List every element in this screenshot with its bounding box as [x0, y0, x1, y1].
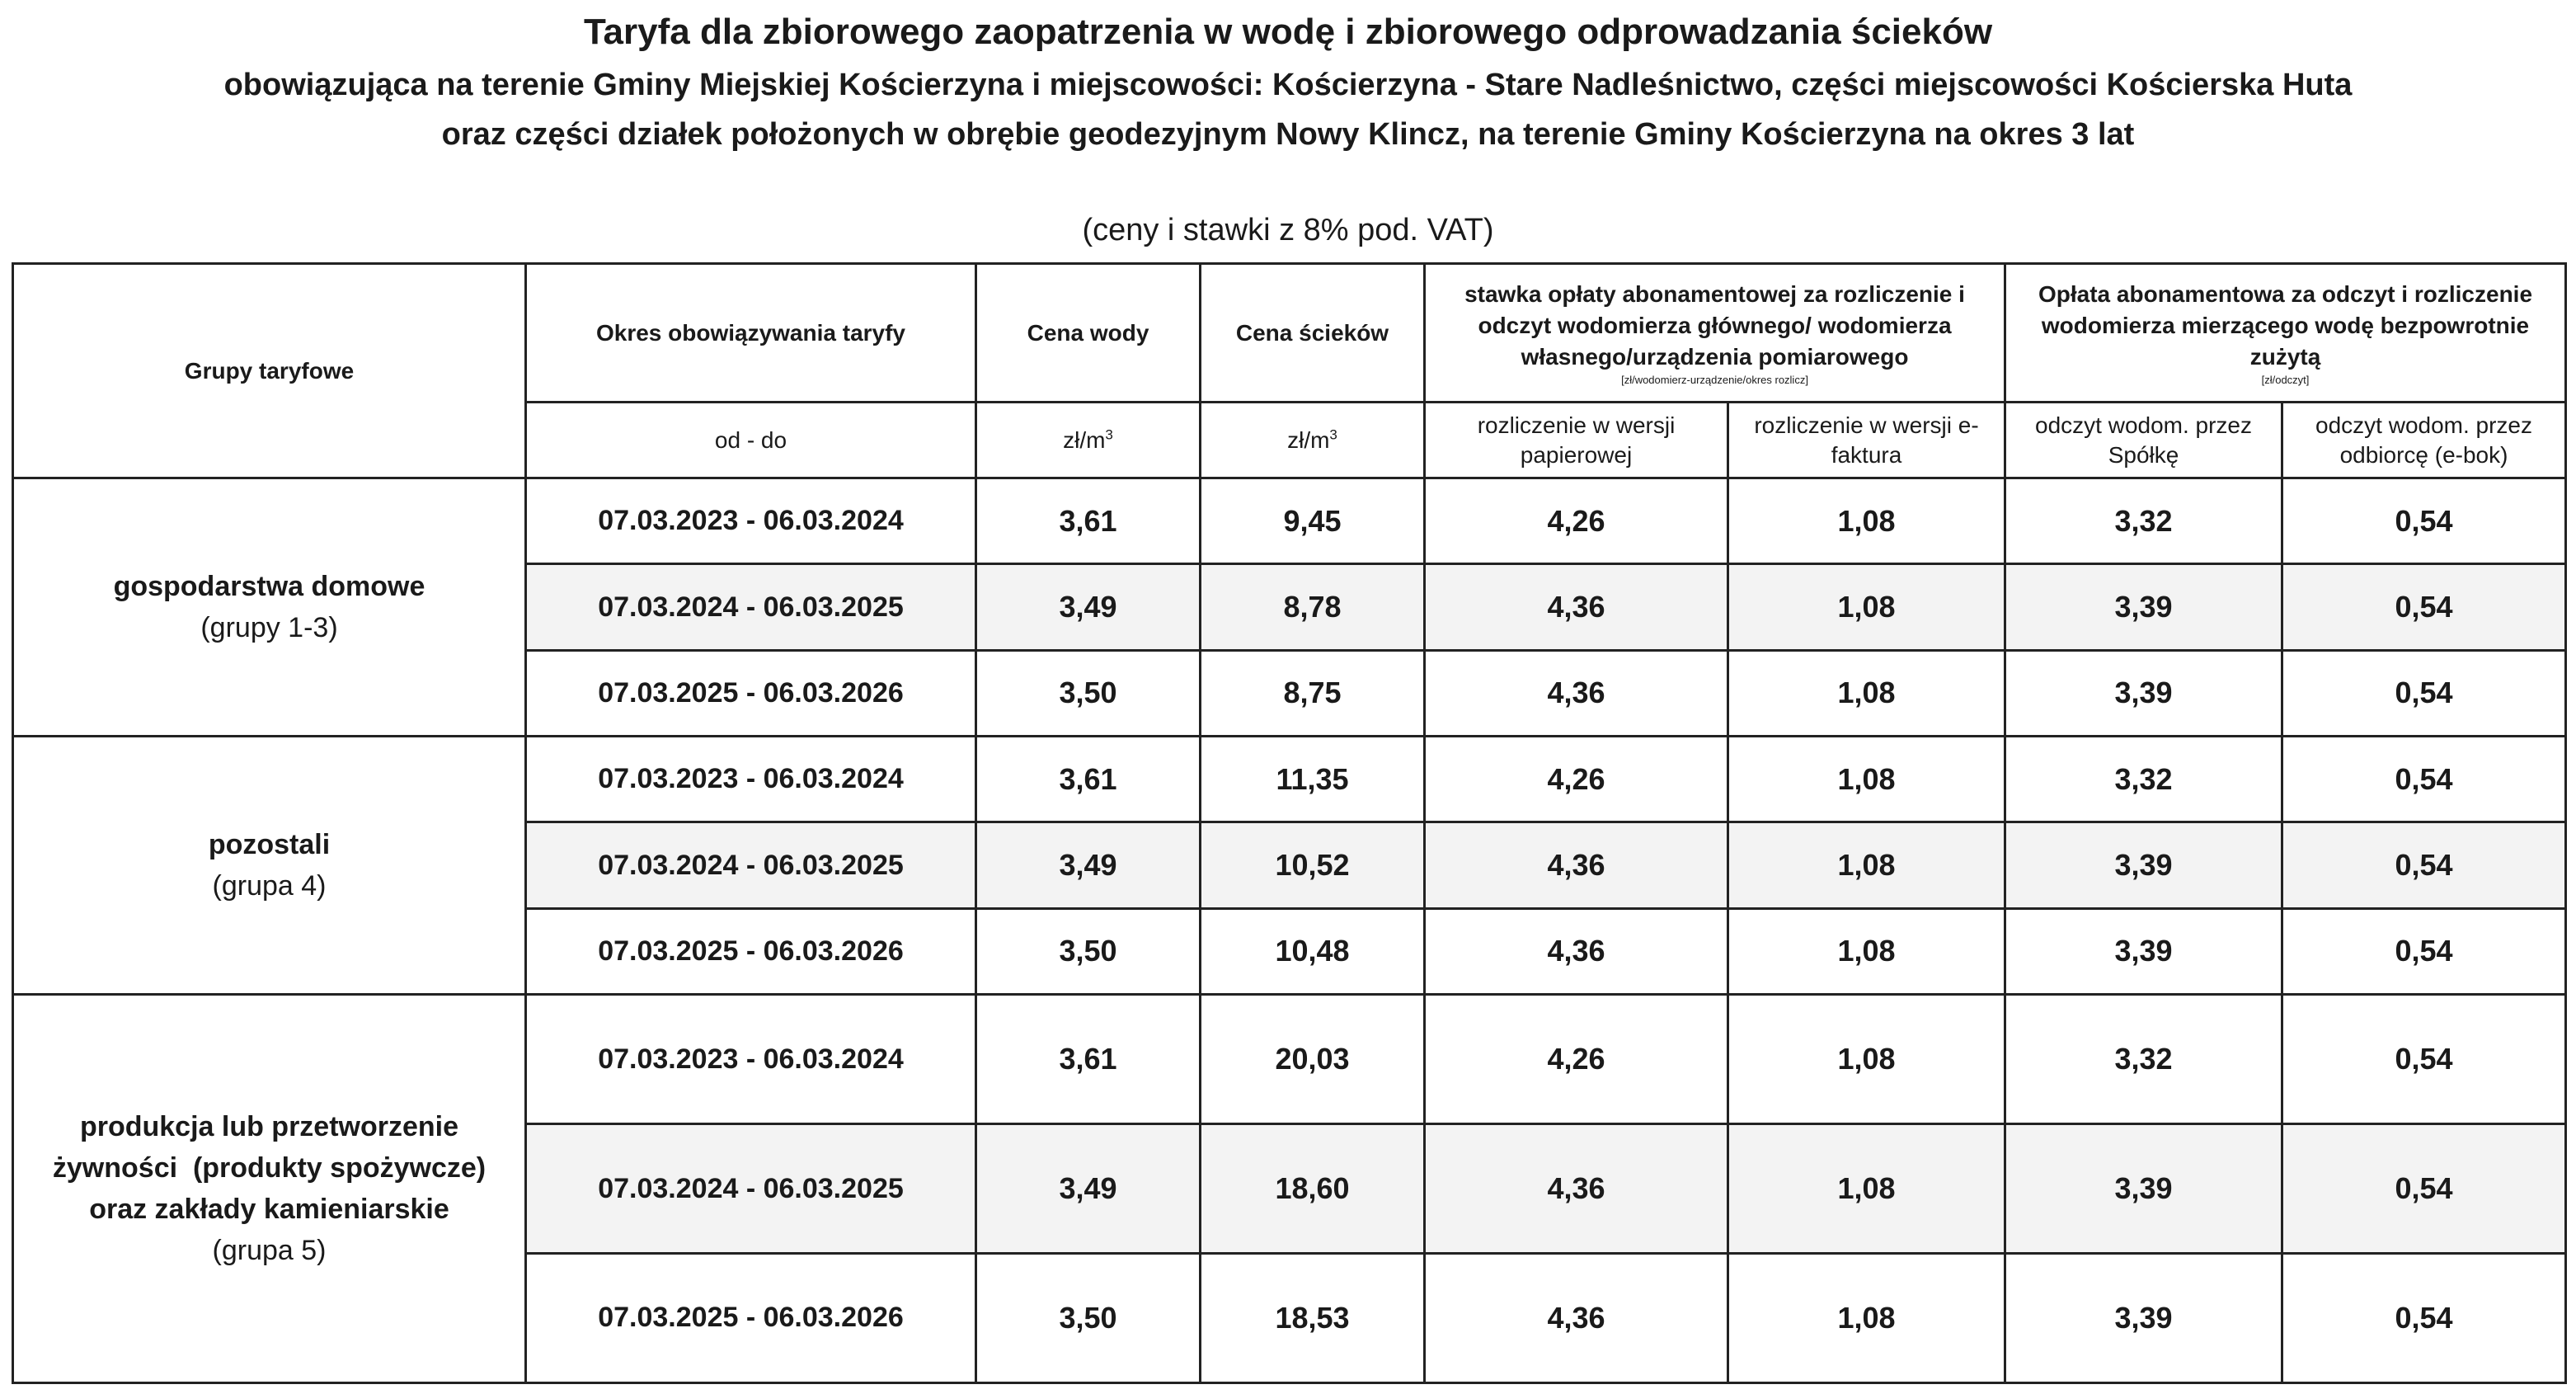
efaktura-fee-cell: 1,08 — [1728, 1253, 2005, 1382]
period-cell: 07.03.2025 - 06.03.2026 — [526, 908, 976, 994]
read-customer-fee-cell: 0,54 — [2282, 564, 2566, 650]
sewage-price-cell: 18,53 — [1201, 1253, 1425, 1382]
read-company-fee-cell: 3,32 — [2005, 478, 2282, 564]
header-main-meter-fee — [1425, 264, 2005, 403]
read-customer-fee-cell: 0,54 — [2282, 1124, 2566, 1254]
read-company-fee-cell: 3,39 — [2005, 1124, 2282, 1254]
header-water-price: Cena wody — [976, 264, 1201, 403]
sewage-price-cell: 8,78 — [1201, 564, 1425, 650]
document-title: Taryfa dla zbiorowego zaopatrzenia w wodę i zbiorowego odprowadzania ścieków — [583, 12, 1993, 52]
subheader-sewage-unit: $zł/m^3$ — [1201, 403, 1425, 478]
read-company-fee-cell: 3,39 — [2005, 908, 2282, 994]
read-customer-fee-cell: 0,54 — [2282, 995, 2566, 1124]
read-customer-fee-cell: 0,54 — [2282, 478, 2566, 564]
water-price-cell: 3,50 — [976, 908, 1201, 994]
water-price-cell: 3,61 — [976, 478, 1201, 564]
table-row — [13, 478, 2566, 564]
sewage-price-cell: 9,45 — [1201, 478, 1425, 564]
efaktura-fee-cell: 1,08 — [1728, 995, 2005, 1124]
read-customer-fee-cell: 0,54 — [2282, 1253, 2566, 1382]
read-customer-fee-cell: 0,54 — [2282, 650, 2566, 736]
efaktura-fee-cell: 1,08 — [1728, 478, 2005, 564]
read-company-fee-cell: 3,32 — [2005, 737, 2282, 822]
water-price-cell: 3,49 — [976, 822, 1201, 908]
paper-fee-cell: 4,26 — [1425, 737, 1728, 822]
tariff-group-households — [13, 478, 526, 737]
header-period: Okres obowiązywania taryfy — [526, 264, 976, 403]
period-cell: 07.03.2023 - 06.03.2024 — [526, 478, 976, 564]
vat-note: (ceny i stawki z 8% pod. VAT) — [1082, 213, 1494, 247]
tariff-group-name-line2: żywności (produkty spożywcze) — [52, 1152, 487, 1184]
tariff-group-sub: (grupy 1-3) — [200, 612, 338, 644]
efaktura-fee-cell: 1,08 — [1728, 908, 2005, 994]
header-sewage-price: Cena ścieków — [1201, 264, 1425, 403]
read-company-fee-cell: 3,39 — [2005, 564, 2282, 650]
document-subtitle-line2: oraz części działek położonych w obrębie geodezyjnym Nowy Klincz, na terenie Gminy Kościerzyna na okres 3 lat — [441, 117, 2135, 152]
header-groups: Grupy taryfowe — [13, 264, 526, 478]
period-cell: 07.03.2025 - 06.03.2026 — [526, 650, 976, 736]
period-cell: 07.03.2023 - 06.03.2024 — [526, 737, 976, 822]
period-cell: 07.03.2024 - 06.03.2025 — [526, 564, 976, 650]
efaktura-fee-cell: 1,08 — [1728, 564, 2005, 650]
sewage-price-cell: 11,35 — [1201, 737, 1425, 822]
sewage-price-cell: 8,75 — [1201, 650, 1425, 736]
read-company-fee-cell: 3,39 — [2005, 822, 2282, 908]
subheader-paper: rozliczenie w wersji papierowej — [1425, 403, 1728, 478]
tariff-group-name-line3: oraz zakłady kamieniarskie — [89, 1194, 449, 1226]
tariff-group-food-production — [13, 995, 526, 1383]
header-direct-meter-fee-text: Opłata abonamentowa za odczyt i rozliczenie wodomierza mierzącego wodę bezpowrotnie zużytą — [2038, 280, 2533, 370]
period-cell: 07.03.2025 - 06.03.2026 — [526, 1253, 976, 1382]
tariff-table — [12, 262, 2567, 1384]
sewage-price-cell: 18,60 — [1201, 1124, 1425, 1254]
efaktura-fee-cell: 1,08 — [1728, 1124, 2005, 1254]
paper-fee-cell: 4,26 — [1425, 478, 1728, 564]
table-row — [13, 737, 2566, 822]
water-price-cell: 3,61 — [976, 995, 1201, 1124]
read-company-fee-cell: 3,39 — [2005, 650, 2282, 736]
paper-fee-cell: 4,36 — [1425, 650, 1728, 736]
header-row — [13, 264, 2566, 403]
table-row — [13, 995, 2566, 1124]
subheader-read-customer: odczyt wodom. przez odbiorcę (e-bok) — [2282, 403, 2566, 478]
header-main-meter-fee-text: stawka opłaty abonamentowej za rozliczenie i odczyt wodomierza głównego/ wodomierza własnego/urządzenia pomiarowego — [1464, 280, 1965, 370]
paper-fee-cell: 4,36 — [1425, 564, 1728, 650]
header-main-meter-fee-unit: [zł/wodomierz-urządzenie/okres rozlicz] — [1621, 373, 1808, 386]
efaktura-fee-cell: 1,08 — [1728, 650, 2005, 736]
read-company-fee-cell: 3,32 — [2005, 995, 2282, 1124]
subheader-water-unit: $zł/m^3$ — [976, 403, 1201, 478]
read-customer-fee-cell: 0,54 — [2282, 908, 2566, 994]
period-cell: 07.03.2024 - 06.03.2025 — [526, 822, 976, 908]
read-company-fee-cell: 3,39 — [2005, 1253, 2282, 1382]
water-price-cell: 3,49 — [976, 1124, 1201, 1254]
paper-fee-cell: 4,36 — [1425, 908, 1728, 994]
water-price-cell: 3,61 — [976, 737, 1201, 822]
water-price-cell: 3,50 — [976, 650, 1201, 736]
paper-fee-cell: 4,36 — [1425, 1253, 1728, 1382]
read-customer-fee-cell: 0,54 — [2282, 737, 2566, 822]
header-direct-meter-fee-unit: [zł/odczyt] — [2261, 373, 2310, 386]
subheader-read-company: odczyt wodom. przez Spółkę — [2005, 403, 2282, 478]
subheader-efaktura: rozliczenie w wersji e-faktura — [1728, 403, 2005, 478]
tariff-group-sub: (grupa 5) — [212, 1235, 327, 1267]
header-direct-meter-fee — [2005, 264, 2566, 403]
paper-fee-cell: 4,36 — [1425, 822, 1728, 908]
sewage-price-cell: 10,48 — [1201, 908, 1425, 994]
water-price-cell: 3,49 — [976, 564, 1201, 650]
read-customer-fee-cell: 0,54 — [2282, 822, 2566, 908]
tariff-group-name-line1: produkcja lub przetworzenie — [79, 1111, 459, 1143]
subheader-period: od - do — [526, 403, 976, 478]
paper-fee-cell: 4,36 — [1425, 1124, 1728, 1254]
paper-fee-cell: 4,26 — [1425, 995, 1728, 1124]
sewage-price-cell: 10,52 — [1201, 822, 1425, 908]
efaktura-fee-cell: 1,08 — [1728, 822, 2005, 908]
water-price-cell: 3,50 — [976, 1253, 1201, 1382]
sewage-price-cell: 20,03 — [1201, 995, 1425, 1124]
tariff-group-name: pozostali — [208, 829, 331, 861]
tariff-group-others — [13, 737, 526, 995]
tariff-group-sub: (grupa 4) — [212, 870, 327, 902]
efaktura-fee-cell: 1,08 — [1728, 737, 2005, 822]
tariff-group-name: gospodarstwa domowe — [113, 571, 425, 603]
document-subtitle-line1: obowiązująca na terenie Gminy Miejskiej Kościerzyna i miejscowości: Kościerzyna - Stare Nadleśnictwo, części miejscowości Kościerska Huta — [223, 68, 2353, 102]
period-cell: 07.03.2023 - 06.03.2024 — [526, 995, 976, 1124]
period-cell: 07.03.2024 - 06.03.2025 — [526, 1124, 976, 1254]
